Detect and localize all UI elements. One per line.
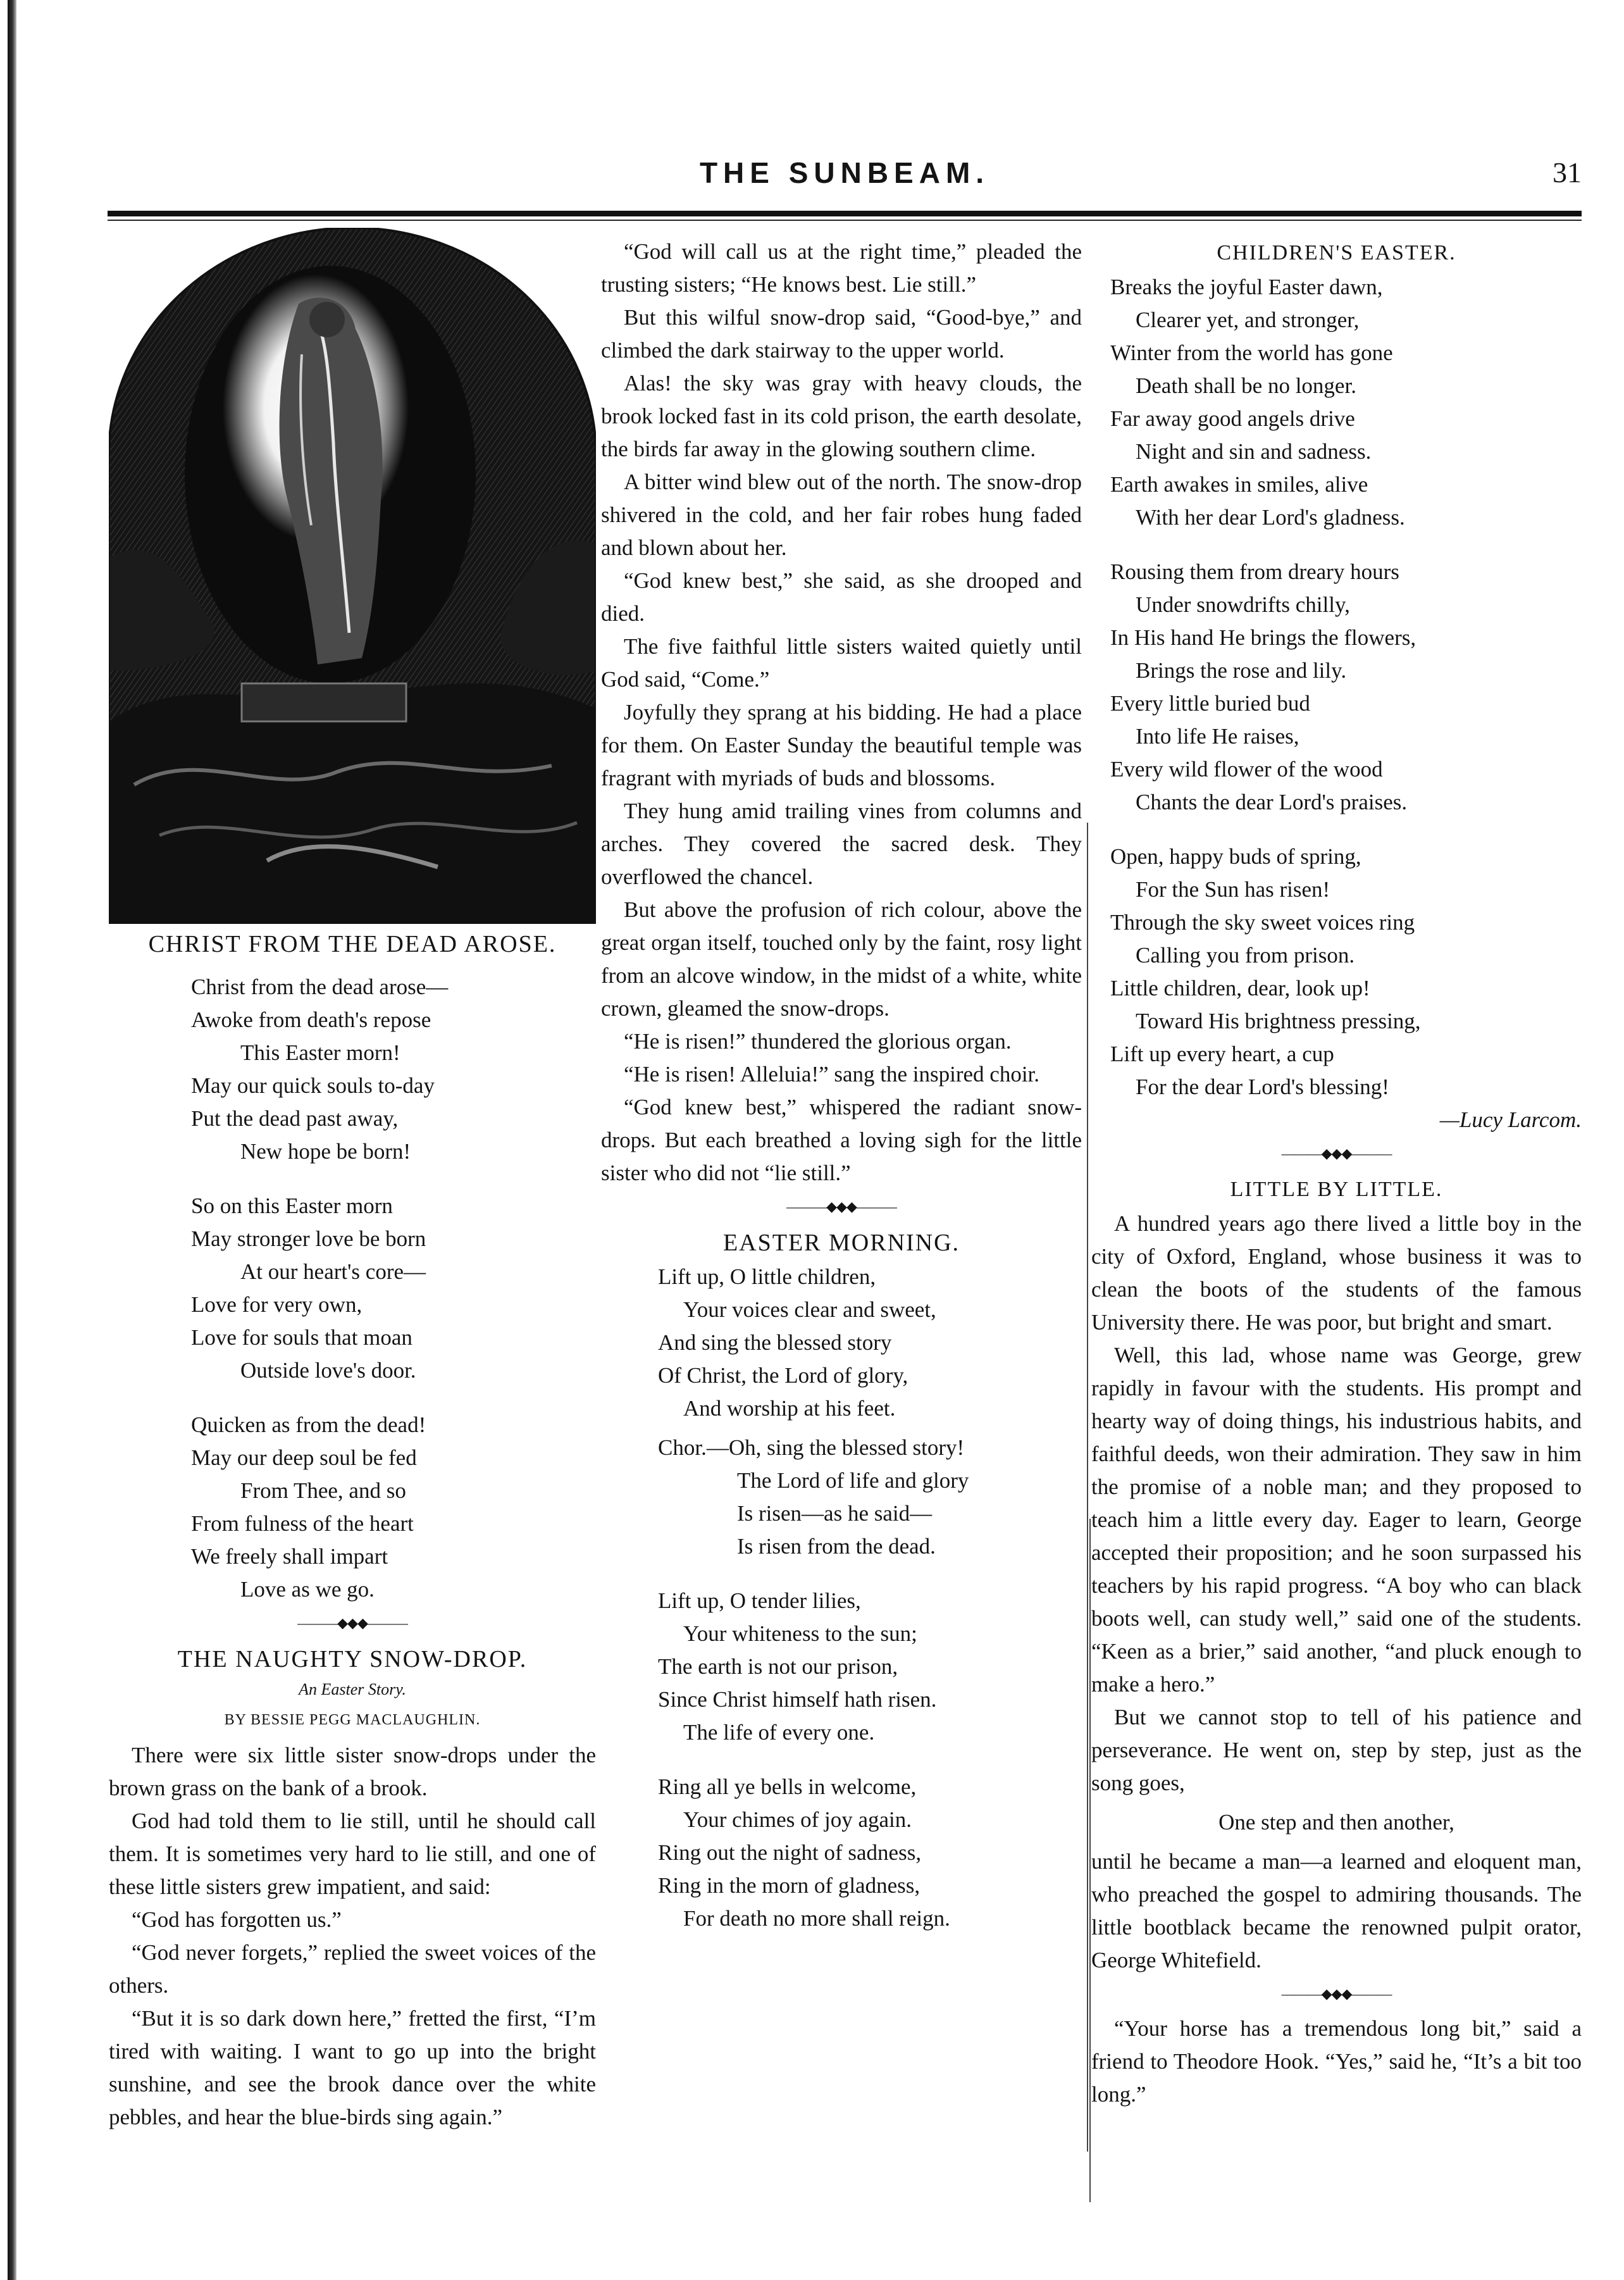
story-byline: BY BESSIE PEGG MACLAUGHLIN.	[224, 1712, 481, 1728]
poem-stanza	[191, 1190, 596, 1387]
column-right	[1091, 235, 1582, 2111]
verse-line: Lift up, O tender lilies,	[658, 1588, 861, 1613]
story-paragraph: Joyfully they sprang at his bidding. He had a place for them. On Easter Sunday the beautiful temple was fragrant with myriads of buds and blossoms.	[601, 700, 1082, 790]
binding-edge	[8, 0, 16, 2280]
poem-stanza	[191, 971, 596, 1168]
verse-line: Chor.—Oh, sing the blessed story!	[658, 1435, 965, 1460]
verse-line: Under snowdrifts chilly,	[1136, 592, 1350, 617]
poem-childrens-easter	[1091, 271, 1582, 1104]
verse-line: Winter from the world has gone	[1110, 340, 1393, 365]
story-paragraph: A bitter wind blew out of the north. The snow-drop shivered in the cold, and her fair robes hung faded and blown about her.	[601, 470, 1082, 560]
poem-title-easter-morning: EASTER MORNING.	[722, 1230, 960, 1256]
story-paragraph: “God has forgotten us.”	[132, 1907, 342, 1932]
verse-line: Through the sky sweet voices ring	[1110, 910, 1415, 935]
column-left	[109, 228, 596, 2134]
verse-line: Put the dead past away,	[191, 1106, 399, 1131]
verse-line: Lift up every heart, a cup	[1110, 1042, 1334, 1066]
article-paragraph: A hundred years ago there lived a little boy in the city of Oxford, England, whose business it was to clean the boots of the students of the famous University there. He was poor, but bright and smart.	[1091, 1211, 1582, 1335]
verse-line: Is risen—as he said—	[737, 1501, 933, 1526]
story-paragraph: Alas! the sky was gray with heavy clouds, the brook locked fast in its cold prison, the earth desolate, the birds far away in the glowing southern clime.	[601, 371, 1082, 461]
verse-line: The life of every one.	[683, 1720, 875, 1745]
poem-chorus	[658, 1431, 1082, 1563]
story-paragraph: But this wilful snow-drop said, “Good-bye,” and climbed the dark stairway to the upper world.	[601, 305, 1082, 363]
section-ornament: ———◆◆◆———	[786, 1199, 896, 1214]
poem-easter-morning	[601, 1261, 1082, 1935]
verse-line: Love as we go.	[240, 1577, 375, 1602]
masthead	[108, 156, 1582, 200]
verse-line: In His hand He brings the flowers,	[1110, 625, 1416, 650]
poem-christ-arose	[109, 971, 596, 1606]
verse-line: Since Christ himself hath risen.	[658, 1687, 937, 1712]
section-ornament: ———◆◆◆———	[297, 1615, 407, 1631]
header-rule-thin	[108, 220, 1582, 221]
verse-line: The Lord of life and glory	[737, 1468, 969, 1493]
verse-line: Ring in the morn of gladness,	[658, 1873, 920, 1898]
page-number: 31	[1553, 156, 1582, 189]
verse-line: Your voices clear and sweet,	[683, 1297, 936, 1322]
story-paragraph: “God will call us at the right time,” pleaded the trusting sisters; “He knows best. Lie still.”	[601, 239, 1082, 297]
column-divider	[1087, 823, 1088, 2152]
verse-line: Toward His brightness pressing,	[1136, 1009, 1421, 1033]
verse-line: Rousing them from dreary hours	[1110, 559, 1399, 584]
verse-line: Your chimes of joy again.	[683, 1807, 912, 1832]
verse-line: Every little buried bud	[1110, 691, 1310, 716]
verse-line: Your whiteness to the sun;	[683, 1621, 917, 1646]
section-ornament: ———◆◆◆———	[1281, 1986, 1392, 2002]
story-title-snowdrop: THE NAUGHTY SNOW-DROP.	[177, 1646, 528, 1673]
story-paragraph: “He is risen! Alleluia!” sang the inspired choir.	[624, 1062, 1040, 1087]
verse-line: From fulness of the heart	[191, 1511, 414, 1536]
story-paragraph: There were six little sister snow-drops under the brown grass on the bank of a brook.	[109, 1743, 596, 1800]
publication-title: THE SUNBEAM.	[699, 156, 990, 189]
story-paragraph: “God never forgets,” replied the sweet voices of the others.	[109, 1940, 596, 1998]
verse-line: Outside love's door.	[240, 1358, 416, 1383]
verse-line: Chants the dear Lord's praises.	[1136, 790, 1408, 814]
verse-line: Awoke from death's repose	[191, 1007, 431, 1032]
verse-line: This Easter morn!	[240, 1040, 400, 1065]
verse-line: We freely shall impart	[191, 1544, 388, 1569]
verse-line: And sing the blessed story	[658, 1330, 892, 1355]
story-paragraph: God had told them to lie still, until he should call them. It is sometimes very hard to lie still, and one of these little sisters grew impatient, and said:	[109, 1809, 596, 1899]
header-rule	[108, 211, 1582, 216]
verse-line: Lift up, O little children,	[658, 1264, 876, 1289]
verse-line: Open, happy buds of spring,	[1110, 844, 1361, 869]
anecdote-paragraph: “Your horse has a tremendous long bit,” said a friend to Theodore Hook. “Yes,” said he, “It’s a bit too long.”	[1091, 2016, 1582, 2107]
poem-stanza	[658, 1261, 1082, 1425]
article-paragraph: until he became a man—a learned and eloquent man, who preached the gospel to admiring thousands. The little bootblack became the renowned pulpit orator, George Whitefield.	[1091, 1849, 1582, 1972]
verse-line: With her dear Lord's gladness.	[1136, 505, 1405, 530]
verse-line: Far away good angels drive	[1110, 406, 1355, 431]
story-paragraph: “But it is so dark down here,” fretted the first, “I’m tired with waiting. I want to go up into the bright sunshine, and see the brook dance over the white pebbles, and hear the blue-birds sing again.”	[109, 2006, 596, 2129]
resurrection-engraving	[109, 228, 596, 924]
verse-line: The earth is not our prison,	[658, 1654, 898, 1679]
resurrection-illustration	[109, 228, 596, 924]
poem-stanza	[1110, 271, 1582, 534]
story-subtitle: An Easter Story.	[299, 1680, 406, 1698]
article-paragraph: But we cannot stop to tell of his patience and perseverance. He went on, step by step, just as the song goes,	[1091, 1705, 1582, 1795]
verse-line: Of Christ, the Lord of glory,	[658, 1363, 908, 1388]
story-paragraph: But above the profusion of rich colour, above the great organ itself, touched only by the faint, rosy light from an alcove window, in the midst of a white, white crown, gleamed the snow-drops.	[601, 897, 1082, 1021]
verse-line: Ring out the night of sadness,	[658, 1840, 922, 1865]
verse-line: May stronger love be born	[191, 1226, 426, 1251]
verse-line: New hope be born!	[240, 1139, 411, 1164]
poem-title-christ-arose: CHRIST FROM THE DEAD AROSE.	[148, 931, 557, 957]
verse-line: Breaks the joyful Easter dawn,	[1110, 275, 1383, 299]
verse-line: Death shall be no longer.	[1136, 373, 1356, 398]
article-title-little-by-little: LITTLE BY LITTLE.	[1230, 1178, 1443, 1201]
poem-attribution: —Lucy Larcom.	[1439, 1107, 1582, 1132]
poem-stanza	[1110, 556, 1582, 819]
verse-line: Is risen from the dead.	[737, 1534, 936, 1559]
story-paragraph: “God knew best,” whispered the radiant snow-drops. But each breathed a loving sigh for the little sister who did not “lie still.”	[601, 1095, 1082, 1185]
verse-line: For death no more shall reign.	[683, 1906, 950, 1931]
article-paragraph: Well, this lad, whose name was George, grew rapidly in favour with the students. His prompt and hearty way of doing things, his industrious habits, and faithful deeds, won their admiration. They saw in him the promise of a noble man; and they proposed to teach him a little every day. Eager to learn, George accepted their proposition; and he soon surpassed his teachers by his rapid progress. “A boy who can black boots well, can study well,” said one of the students. “Keen as a brier,” said another, “and pluck enough to make a hero.”	[1091, 1343, 1582, 1697]
verse-line: Christ from the dead arose—	[191, 975, 449, 999]
verse-line: May our deep soul be fed	[191, 1445, 417, 1470]
verse-line: So on this Easter morn	[191, 1193, 393, 1218]
verse-line: For the Sun has risen!	[1136, 877, 1330, 902]
poem-stanza	[658, 1585, 1082, 1749]
verse-line: At our heart's core—	[240, 1259, 426, 1284]
verse-line: Love for souls that moan	[191, 1325, 412, 1350]
verse-line: Earth awakes in smiles, alive	[1110, 472, 1368, 497]
verse-line: Ring all ye bells in welcome,	[658, 1774, 917, 1799]
column-divider	[1089, 1519, 1091, 2202]
song-line: One step and then another,	[1218, 1810, 1454, 1835]
verse-line: And worship at his feet.	[683, 1396, 896, 1421]
verse-line: Brings the rose and lily.	[1136, 658, 1347, 683]
verse-line: From Thee, and so	[240, 1478, 406, 1503]
poem-stanza	[1110, 840, 1582, 1104]
verse-line: Quicken as from the dead!	[191, 1412, 426, 1437]
story-paragraph: “He is risen!” thundered the glorious organ.	[624, 1029, 1012, 1054]
column-middle	[601, 235, 1082, 1957]
verse-line: Calling you from prison.	[1136, 943, 1355, 968]
verse-line: Clearer yet, and stronger,	[1136, 308, 1360, 332]
verse-line: Little children, dear, look up!	[1110, 976, 1370, 1000]
verse-line: Love for very own,	[191, 1292, 363, 1317]
poem-stanza	[658, 1771, 1082, 1935]
poem-stanza	[191, 1409, 596, 1606]
story-paragraph: The five faithful little sisters waited quietly until God said, “Come.”	[601, 634, 1082, 692]
verse-line: May our quick souls to-day	[191, 1073, 435, 1098]
verse-line: Night and sin and sadness.	[1136, 439, 1372, 464]
verse-line: Every wild flower of the wood	[1110, 757, 1383, 782]
section-ornament: ———◆◆◆———	[1281, 1145, 1392, 1161]
verse-line: For the dear Lord's blessing!	[1136, 1075, 1389, 1099]
poem-title-childrens-easter: CHILDREN'S EASTER.	[1217, 241, 1456, 265]
story-paragraph: “God knew best,” she said, as she drooped and died.	[601, 568, 1082, 626]
verse-line: Into life He raises,	[1136, 724, 1299, 749]
story-paragraph: They hung amid trailing vines from columns and arches. They covered the sacred desk. They overflowed the chancel.	[601, 799, 1082, 889]
